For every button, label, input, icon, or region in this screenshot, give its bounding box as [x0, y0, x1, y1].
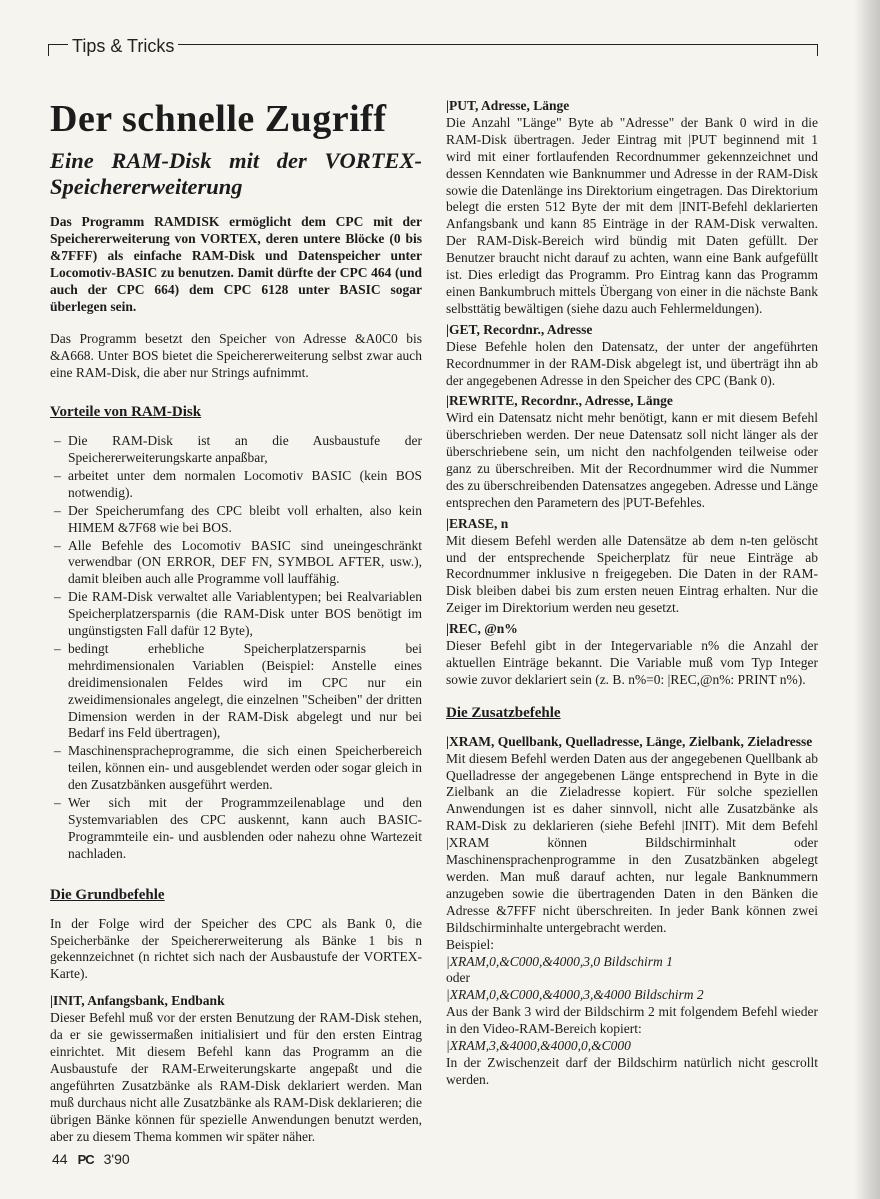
beispiel-label: Beispiel: [446, 936, 494, 952]
article-subtitle: Eine RAM-Disk mit der VORTEX-Speichererweiterung [50, 148, 422, 199]
list-item: – Die RAM-Disk ist an die Ausbaustufe der Speichererweiterungskarte anpaßbar, [50, 433, 422, 467]
command-init: |INIT, Anfangsbank, Endbank [50, 993, 225, 1009]
command-get: |GET, Recordnr., Adresse [446, 321, 593, 337]
list-item: – bedingt erhebliche Speicherplatzersparnis bei mehrdimensionalen Variablen (Beispiel: Anstelle eines dreidimensionalen Feldes wird im CPC nur ein zweidimensionales angelegt, die einzelnen "Scheiben" der dritten Dimension werden in der RAM-Disk abgelegt und nur bei Bedarf ins Feld übertragen), [50, 641, 422, 742]
section-label: Tips & Tricks [68, 36, 178, 57]
page-footer [52, 1151, 130, 1167]
example-paragraph: Aus der Bank 3 wird der Bildschirm 2 mit folgendem Befehl wieder in den Video-RAM-Bereich kopiert: [446, 1004, 818, 1037]
xram-paragraph: Mit diesem Befehl werden Daten aus der angegebenen Quellbank ab Quelladresse der angegebenen Länge entsprechend in Byte in die Zielbank an die Zieladresse kopiert. Für solche speziellen Anwendungen ist es daher sinnvoll, nicht alle Zusatzbänke als RAM-Disk zu deklarieren (siehe Befehl |INIT). Mit dem Befehl |XRAM können Bildschirminhalt oder Maschinensprachenprogramme in den Zusatzbänken abgelegt werden. Man muß darauf achten, nur legale Banknummern anzugeben sowie die übertragenden Daten in den Bänken die Adresse &7FFF nicht überschreiten. In jeder Bank können zwei Bildschirminhalte untergebracht werden. [446, 750, 818, 935]
example-code-1: |XRAM,0,&C000,&4000,3,0 Bildschirm 1 [446, 953, 673, 969]
article-title: Der schnelle Zugriff [50, 98, 387, 140]
command-erase: |ERASE, n [446, 515, 509, 531]
closing-paragraph: In der Zwischenzeit darf der Bildschirm natürlich nicht gescrollt werden. [446, 1054, 818, 1087]
issue-label: 3'90 [103, 1151, 130, 1167]
command-xram: |XRAM, Quellbank, Quelladresse, Länge, Zielbank, Zieladresse [446, 733, 813, 749]
header-rule-right-tick [817, 44, 818, 56]
list-item: – Wer sich mit der Programmzeilenablage und den Systemvariablen des CPC auskennt, kann auch BASIC-Programmteile ein- und ausblenden oder nahezu ohne Wartezeit nachladen. [50, 795, 422, 863]
heading-grundbefehle: Die Grundbefehle [50, 886, 165, 903]
magazine-logo: PC [77, 1152, 94, 1167]
list-item: – Alle Befehle des Locomotiv BASIC sind uneingeschränkt verwendbar (ON ERROR, DEF FN, SYMBOL AFTER, usw.), damit bleiben auch alle Programme voll lauffähig. [50, 538, 422, 589]
intro-paragraph: Das Programm besetzt den Speicher von Adresse &A0C0 bis &A668. Unter BOS bietet die Speichererweiterung selbst zwar auch eine RAM-Disk, die aber nur Strings aufnimmt. [50, 331, 422, 381]
command-rec: |REC, @n% [446, 621, 518, 637]
heading-vorteile: Vorteile von RAM-Disk [50, 404, 202, 421]
heading-zusatzbefehle: Die Zusatzbefehle [446, 704, 561, 721]
example-code-2: |XRAM,0,&C000,&4000,3,&4000 Bildschirm 2 [446, 987, 704, 1003]
rec-paragraph: Dieser Befehl gibt in der Integervariable n% die Anzahl der aktuellen Einträge bekannt. Die Variable muß vom Typ Integer sowie zuvor deklariert sein (z. B. n%=0: |REC,@n%: PRINT n%). [446, 638, 818, 687]
oder-label: oder [446, 970, 470, 986]
grundbefehle-paragraph: In der Folge wird der Speicher des CPC als Bank 0, die Speicherbänke der Speichererweiterung als Bänke 1 bis n gekennzeichnet (n richtet sich nach der Ausbaustufe der VORTEX-Karte). [50, 915, 422, 982]
page-number: 44 [52, 1151, 68, 1167]
command-put: |PUT, Adresse, Länge [446, 98, 570, 113]
section-header [48, 36, 818, 56]
get-paragraph: Diese Befehle holen den Datensatz, der unter der angeführten Recordnummer in der RAM-Disk abgelegt ist, und überträgt ihn ab der angegebenen Adresse in den Speicher des CPC (Bank 0). [446, 338, 818, 388]
right-column [446, 98, 818, 1093]
header-rule-left-tick [48, 44, 49, 56]
put-paragraph: Die Anzahl "Länge" Byte ab "Adresse" der Bank 0 wird in die RAM-Disk übertragen. Jeder Eintrag mit |PUT beginnend mit 1 wird mit einer fortlaufenden Recordnummer gekennzeichnet und dessen Kenndaten wie Banknummer und Adresse in der RAM-Disk sowie die Datenlänge ins Direktorium eingetragen. Das Direktorium belegt die ersten 512 Byte der mit dem |INIT-Befehl deklarierten Anfangsbank und kann 85 Einträge in der RAM-Disk verwalten. Der RAM-Disk-Bereich wird bündig mit Daten gefüllt. Der Benutzer braucht nicht darauf zu achten, wann eine Bank aufgefüllt ist. Dies erledigt das Programm. Pro Eintrag kann das Programm einen Bankumbruch mittels Übergang von einer in die nächste Bank selbsttätig bewältigen (siehe dazu auch Fehlermeldungen). [446, 114, 818, 316]
list-item: – Die RAM-Disk verwaltet alle Variablentypen; bei Realvariablen Speicherplatzersparnis (die RAM-Disk unter BOS benötigt im ungünstigsten Fall dafür 12 Byte), [50, 589, 422, 640]
vorteile-list [50, 433, 422, 863]
article-lead: Das Programm RAMDISK ermöglicht dem CPC mit der Speichererweiterung von VORTEX, deren untere Blöcke (0 bis &7FFF) als einfache RAM-Disk und Datenspeicher unter Locomotiv-BASIC zu benutzen. Damit dürfte der CPC 464 (und auch der CPC 664) dem CPC 6128 unter BASIC sogar überlegen sein. [50, 214, 422, 314]
command-rewrite: |REWRITE, Recordnr., Adresse, Länge [446, 393, 673, 409]
page-edge-shadow [854, 0, 880, 1199]
list-item: – arbeitet unter dem normalen Locomotiv BASIC (kein BOS notwendig). [50, 468, 422, 502]
list-item: – Maschinenspracheprogramme, die sich einen Speicherbereich teilen, können ein- und ausgeblendet werden oder sogar gleich in den Zusatzbänken ausgeführt werden. [50, 743, 422, 794]
init-paragraph: Dieser Befehl muß vor der ersten Benutzung der RAM-Disk stehen, da er sie gewissermaßen initialisiert und für den ersten Eintrag einrichtet. Mit diesem Befehl kann das Programm an die Ausbaustufe der RAM-Erweiterungskarte angepaßt und die angeführten Zusatzbänke als RAM-Disk deklariert werden. Man muß durchaus nicht alle Zusatzbänke als RAM-Disk deklarieren; die übrigen Bänke können für spezielle Anwendungen benutzt werden, aber zu diesem Thema kommen wir später näher. [50, 1010, 422, 1144]
example-code-3: |XRAM,3,&4000,&4000,0,&C000 [446, 1038, 631, 1054]
list-item: – Der Speicherumfang des CPC bleibt voll erhalten, also kein HIMEM &7F68 wie bei BOS. [50, 503, 422, 537]
left-column [50, 98, 422, 1155]
erase-paragraph: Mit diesem Befehl werden alle Datensätze ab dem n-ten gelöscht und der entsprechende Speicherplatz für neue Einträge ab Recordnummer inklusive n freigegeben. Die Daten in der RAM-Disk bleiben dabei bis zum ersten neuen Eintrag erhalten. Nur die Zeiger im Direktorium werden neu gesetzt. [446, 532, 818, 616]
rewrite-paragraph: Wird ein Datensatz nicht mehr benötigt, kann er mit diesem Befehl überschrieben werden. Der neue Datensatz soll nicht länger als der überschriebene sein, um nicht den nachfolgenden teilweise oder ganz zu überschreiben. Mit der Recordnummer wird die Nummer des zu überschreibenden Datensatzes angegeben. Adresse und Länge entsprechen den Parametern des |PUT-Befehles. [446, 410, 818, 510]
